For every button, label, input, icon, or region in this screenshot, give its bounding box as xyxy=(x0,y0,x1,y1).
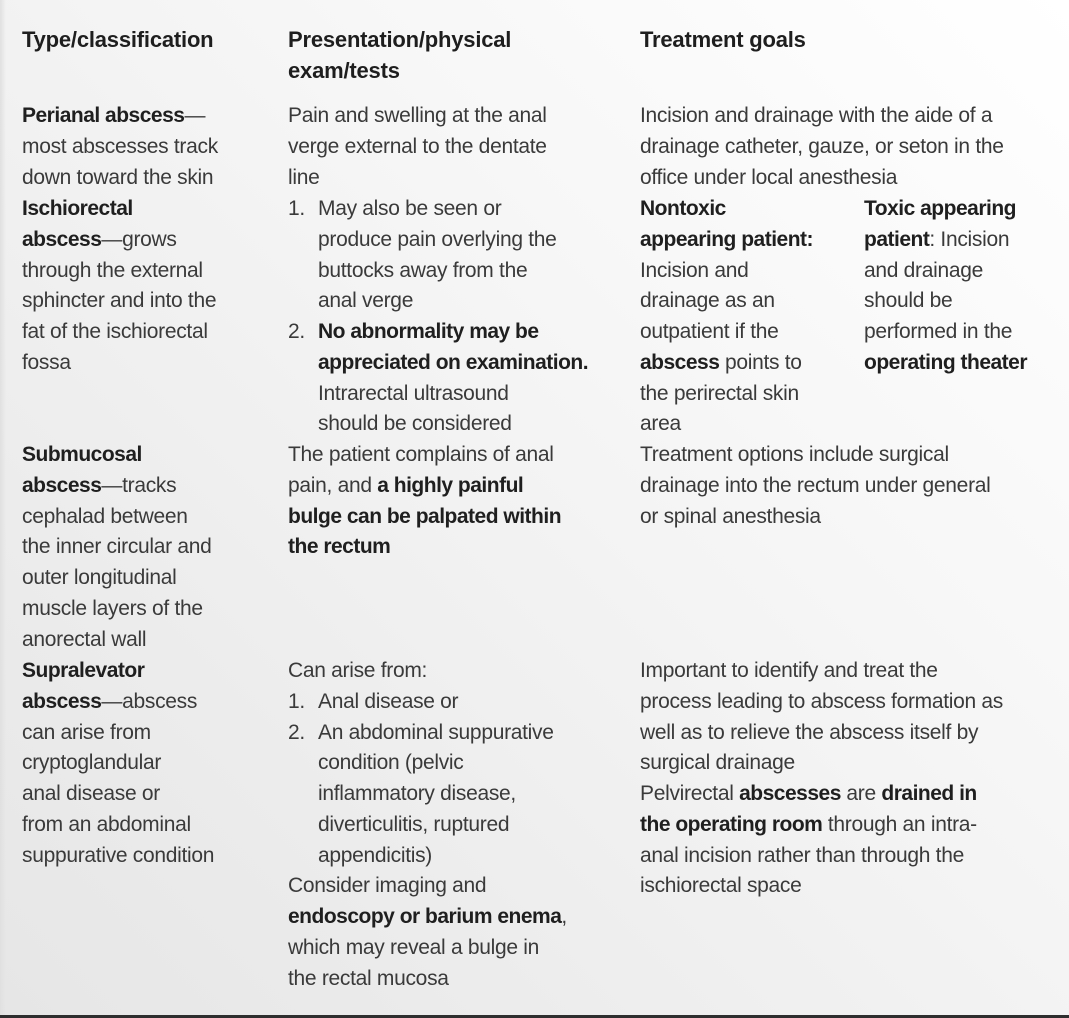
bold-text: abscess xyxy=(640,350,720,374)
treatment-line: Treatment options include surgical xyxy=(640,443,949,466)
type-name: abscess xyxy=(22,473,102,497)
type-name: Supralevator xyxy=(22,659,145,682)
presentation-line: verge external to the dentate xyxy=(288,134,547,158)
subheading xyxy=(640,225,813,256)
row-submucosal-type xyxy=(22,440,212,655)
bold-text: bulge can be palpated within xyxy=(288,504,562,528)
presentation-line: which may reveal a bulge in xyxy=(288,935,540,959)
list-text xyxy=(288,348,588,379)
row-supralevator-type xyxy=(22,656,214,871)
row-ischiorectal-treatment-toxic xyxy=(864,194,1027,379)
list-number: 2. xyxy=(288,720,305,744)
treatment-line: the perirectal skin xyxy=(640,381,799,405)
header-presentation-line2: exam/tests xyxy=(288,57,400,83)
type-name: Submucosal xyxy=(22,443,142,466)
presentation-line xyxy=(288,902,567,933)
treatment-line xyxy=(640,348,813,379)
subheading xyxy=(864,194,1027,225)
list-item-2 xyxy=(288,317,588,348)
type-name-line xyxy=(22,440,212,471)
text: : Incision xyxy=(929,227,1010,251)
type-desc-line: fossa xyxy=(22,350,71,374)
type-desc-line: down toward the skin xyxy=(22,165,214,189)
type-desc-line: anorectal wall xyxy=(22,627,147,651)
row-perianal-type xyxy=(22,101,218,193)
text: Pelvirectal xyxy=(640,782,740,805)
treatment-line: outpatient if the xyxy=(640,320,779,343)
bold-text: a highly painful xyxy=(377,473,524,497)
treatment-line: drainage as an xyxy=(640,289,775,313)
list-text: buttocks away from the xyxy=(318,258,528,282)
type-desc-line: fat of the ischiorectal xyxy=(22,320,208,343)
header-treatment xyxy=(640,25,806,56)
left-edge-shade xyxy=(0,0,6,1015)
type-name: Perianal abscess xyxy=(22,104,185,127)
type-name-line xyxy=(22,101,218,132)
type-desc-line: anal disease or xyxy=(22,782,160,805)
subheading-text: patient xyxy=(864,227,930,251)
treatment-line: ischiorectal space xyxy=(640,874,802,898)
type-name: Ischiorectal xyxy=(22,197,133,220)
presentation-line: line xyxy=(288,165,320,189)
list-text: May also be seen or xyxy=(318,197,502,220)
treatment-line: Important to identify and treat the xyxy=(640,659,938,682)
treatment-line: surgical drainage xyxy=(640,751,795,775)
type-desc-line: can arise from xyxy=(22,720,151,744)
row-ischiorectal-type xyxy=(22,194,216,379)
list-number: 1. xyxy=(288,689,305,713)
list-text: diverticulitis, ruptured xyxy=(318,812,510,836)
bold-text: the operating room xyxy=(640,812,823,836)
list-text: anal verge xyxy=(318,289,414,313)
list-bold-text: No abnormality may be xyxy=(318,320,539,343)
type-name-line xyxy=(22,687,214,718)
presentation-line xyxy=(288,502,561,533)
subheading-text: Toxic appearing xyxy=(864,197,1016,220)
list-text: produce pain overlying the xyxy=(318,227,557,251)
treatment-line xyxy=(640,779,1003,810)
type-name: abscess xyxy=(22,689,102,713)
row-submucosal-treatment xyxy=(640,440,991,532)
subheading-text: Nontoxic xyxy=(640,197,726,220)
row-perianal-treatment xyxy=(640,101,1004,193)
header-treatment-label: Treatment goals xyxy=(640,27,806,52)
treatment-line xyxy=(864,348,1027,379)
type-name-line xyxy=(22,471,212,502)
type-desc: —grows xyxy=(101,227,177,251)
list-text: appendicitis) xyxy=(318,843,432,867)
list-item-2 xyxy=(288,718,567,749)
presentation-line: Pain and swelling at the anal xyxy=(288,104,547,127)
presentation-line: the rectal mucosa xyxy=(288,966,449,990)
type-desc-line: cryptoglandular xyxy=(22,751,162,775)
treatment-line: Incision and drainage with the aide of a xyxy=(640,104,993,127)
treatment-line: drainage catheter, gauze, or seton in the xyxy=(640,134,1004,158)
list-item-1 xyxy=(288,194,588,225)
row-ischiorectal-presentation xyxy=(288,194,588,440)
type-desc-line: cephalad between xyxy=(22,504,188,528)
type-desc-line: sphincter and into the xyxy=(22,289,217,313)
treatment-line xyxy=(640,810,1003,841)
presentation-line xyxy=(288,471,561,502)
type-desc-line: muscle layers of the xyxy=(22,596,203,620)
type-name-line xyxy=(22,656,214,687)
treatment-line: or spinal anesthesia xyxy=(640,504,821,528)
treatment-line: area xyxy=(640,412,681,436)
treatment-line: office under local anesthesia xyxy=(640,165,898,189)
row-ischiorectal-treatment-nontoxic xyxy=(640,194,813,440)
list-text: inflammatory disease, xyxy=(318,782,516,805)
type-name: abscess xyxy=(22,227,102,251)
row-submucosal-presentation xyxy=(288,440,561,563)
type-desc-line: outer longitudinal xyxy=(22,566,177,589)
presentation-line: Can arise from: xyxy=(288,659,428,682)
header-presentation-line1: Presentation/physical xyxy=(288,27,512,52)
text: pain, and xyxy=(288,473,378,497)
bold-text: drained in xyxy=(881,782,977,805)
text: , xyxy=(561,905,567,928)
text: are xyxy=(840,782,882,805)
type-desc-line: most abscesses track xyxy=(22,134,218,158)
list-text: An abdominal suppurative xyxy=(318,720,554,744)
list-text: should be considered xyxy=(318,412,512,436)
subheading-text: appearing patient: xyxy=(640,227,814,251)
treatment-line: performed in the xyxy=(864,320,1013,343)
treatment-line xyxy=(864,225,1027,256)
type-desc-line: from an abdominal xyxy=(22,812,191,836)
treatment-line: well as to relieve the abscess itself by xyxy=(640,720,979,744)
presentation-line: The patient complains of anal xyxy=(288,443,554,466)
bold-text: the rectum xyxy=(288,535,391,559)
type-name-line xyxy=(22,225,216,256)
row-perianal-presentation xyxy=(288,101,547,193)
bold-text: abscesses xyxy=(739,782,841,805)
type-desc-line: suppurative condition xyxy=(22,843,215,867)
list-text: Intrarectal ultrasound xyxy=(318,381,509,405)
header-type-label: Type/classification xyxy=(22,27,214,52)
bold-text: operating theater xyxy=(864,350,1028,374)
subheading xyxy=(640,194,813,225)
row-supralevator-treatment xyxy=(640,656,1003,902)
list-number: 1. xyxy=(288,197,305,220)
bold-text: endoscopy or barium enema xyxy=(288,905,562,928)
type-desc-line: through the external xyxy=(22,258,203,282)
dash: — xyxy=(184,104,206,127)
treatment-line: anal incision rather than through the xyxy=(640,843,964,867)
treatment-line: drainage into the rectum under general xyxy=(640,473,991,497)
row-supralevator-presentation xyxy=(288,656,567,994)
type-desc: —abscess xyxy=(101,689,198,713)
list-text: condition (pelvic xyxy=(318,751,464,775)
list-number: 2. xyxy=(288,320,305,343)
type-desc: —tracks xyxy=(101,473,177,497)
header-presentation xyxy=(288,25,511,87)
text: points to xyxy=(719,350,802,374)
treatment-line: Incision and xyxy=(640,258,749,282)
list-item-1 xyxy=(288,687,567,718)
text: through an intra- xyxy=(822,812,977,836)
presentation-line: Consider imaging and xyxy=(288,874,487,898)
treatment-line: should be xyxy=(864,289,953,313)
treatment-line: process leading to abscess formation as xyxy=(640,689,1003,713)
treatment-line: and drainage xyxy=(864,258,984,282)
header-type xyxy=(22,25,213,56)
list-text: Anal disease or xyxy=(318,689,459,713)
type-desc-line: the inner circular and xyxy=(22,535,212,559)
presentation-line xyxy=(288,532,561,563)
list-bold-text: appreciated on examination. xyxy=(318,350,589,374)
type-name-line xyxy=(22,194,216,225)
